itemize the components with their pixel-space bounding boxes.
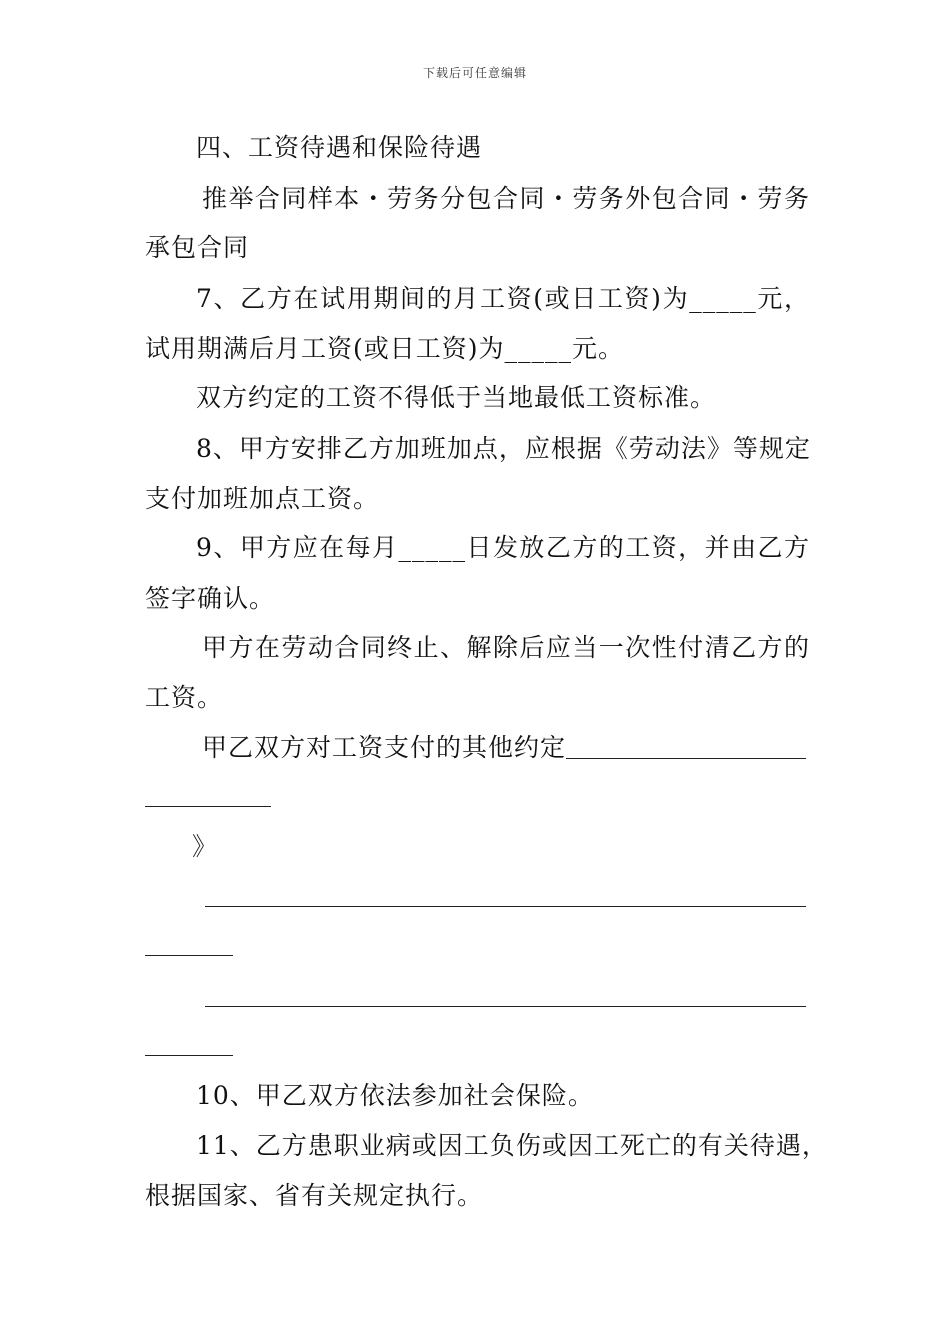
arrow-mark: 》 (192, 832, 219, 861)
min-wage-clause: 双方约定的工资不得低于当地最低工资标准。 (196, 383, 717, 412)
clause-7-line-1: 7、乙方在试用期间的月工资(或日工资)为_____元， (196, 284, 810, 313)
clause-8-line-1: 8、甲方安排乙方加班加点，应根据《劳动法》等规定 (196, 434, 811, 463)
recommend-line-1: 推举合同样本・劳务分包合同・劳务外包合同・劳务 (202, 184, 810, 213)
other-agreement-blank-1 (566, 758, 806, 759)
blank-line-1 (205, 906, 806, 907)
settlement-line-2: 工资。 (145, 683, 224, 712)
other-agreement-blank-2 (145, 806, 271, 807)
recommend-line-2: 承包合同 (145, 233, 250, 262)
blank-line-2-continued (145, 1055, 233, 1056)
settlement-line-1: 甲方在劳动合同终止、解除后应当一次性付清乙方的 (202, 633, 810, 662)
page-header-note: 下载后可任意编辑 (422, 66, 527, 80)
clause-8-line-2: 支付加班加点工资。 (145, 484, 380, 513)
section-title: 四、工资待遇和保险待遇 (196, 133, 483, 162)
clause-9-line-1: 9、甲方应在每月_____日发放乙方的工资，并由乙方 (196, 533, 810, 562)
clause-10: 10、甲乙双方依法参加社会保险。 (196, 1081, 594, 1110)
blank-line-1-continued (145, 955, 233, 956)
clause-7-line-2: 试用期满后月工资(或日工资)为_____元。 (145, 334, 625, 363)
clause-11-line-2: 根据国家、省有关规定执行。 (145, 1181, 484, 1210)
blank-line-2 (205, 1006, 806, 1007)
other-agreement-label: 甲乙双方对工资支付的其他约定 (202, 733, 567, 762)
clause-9-line-2: 签字确认。 (145, 584, 276, 613)
clause-11-line-1: 11、乙方患职业病或因工负伤或因工死亡的有关待遇， (196, 1131, 828, 1160)
